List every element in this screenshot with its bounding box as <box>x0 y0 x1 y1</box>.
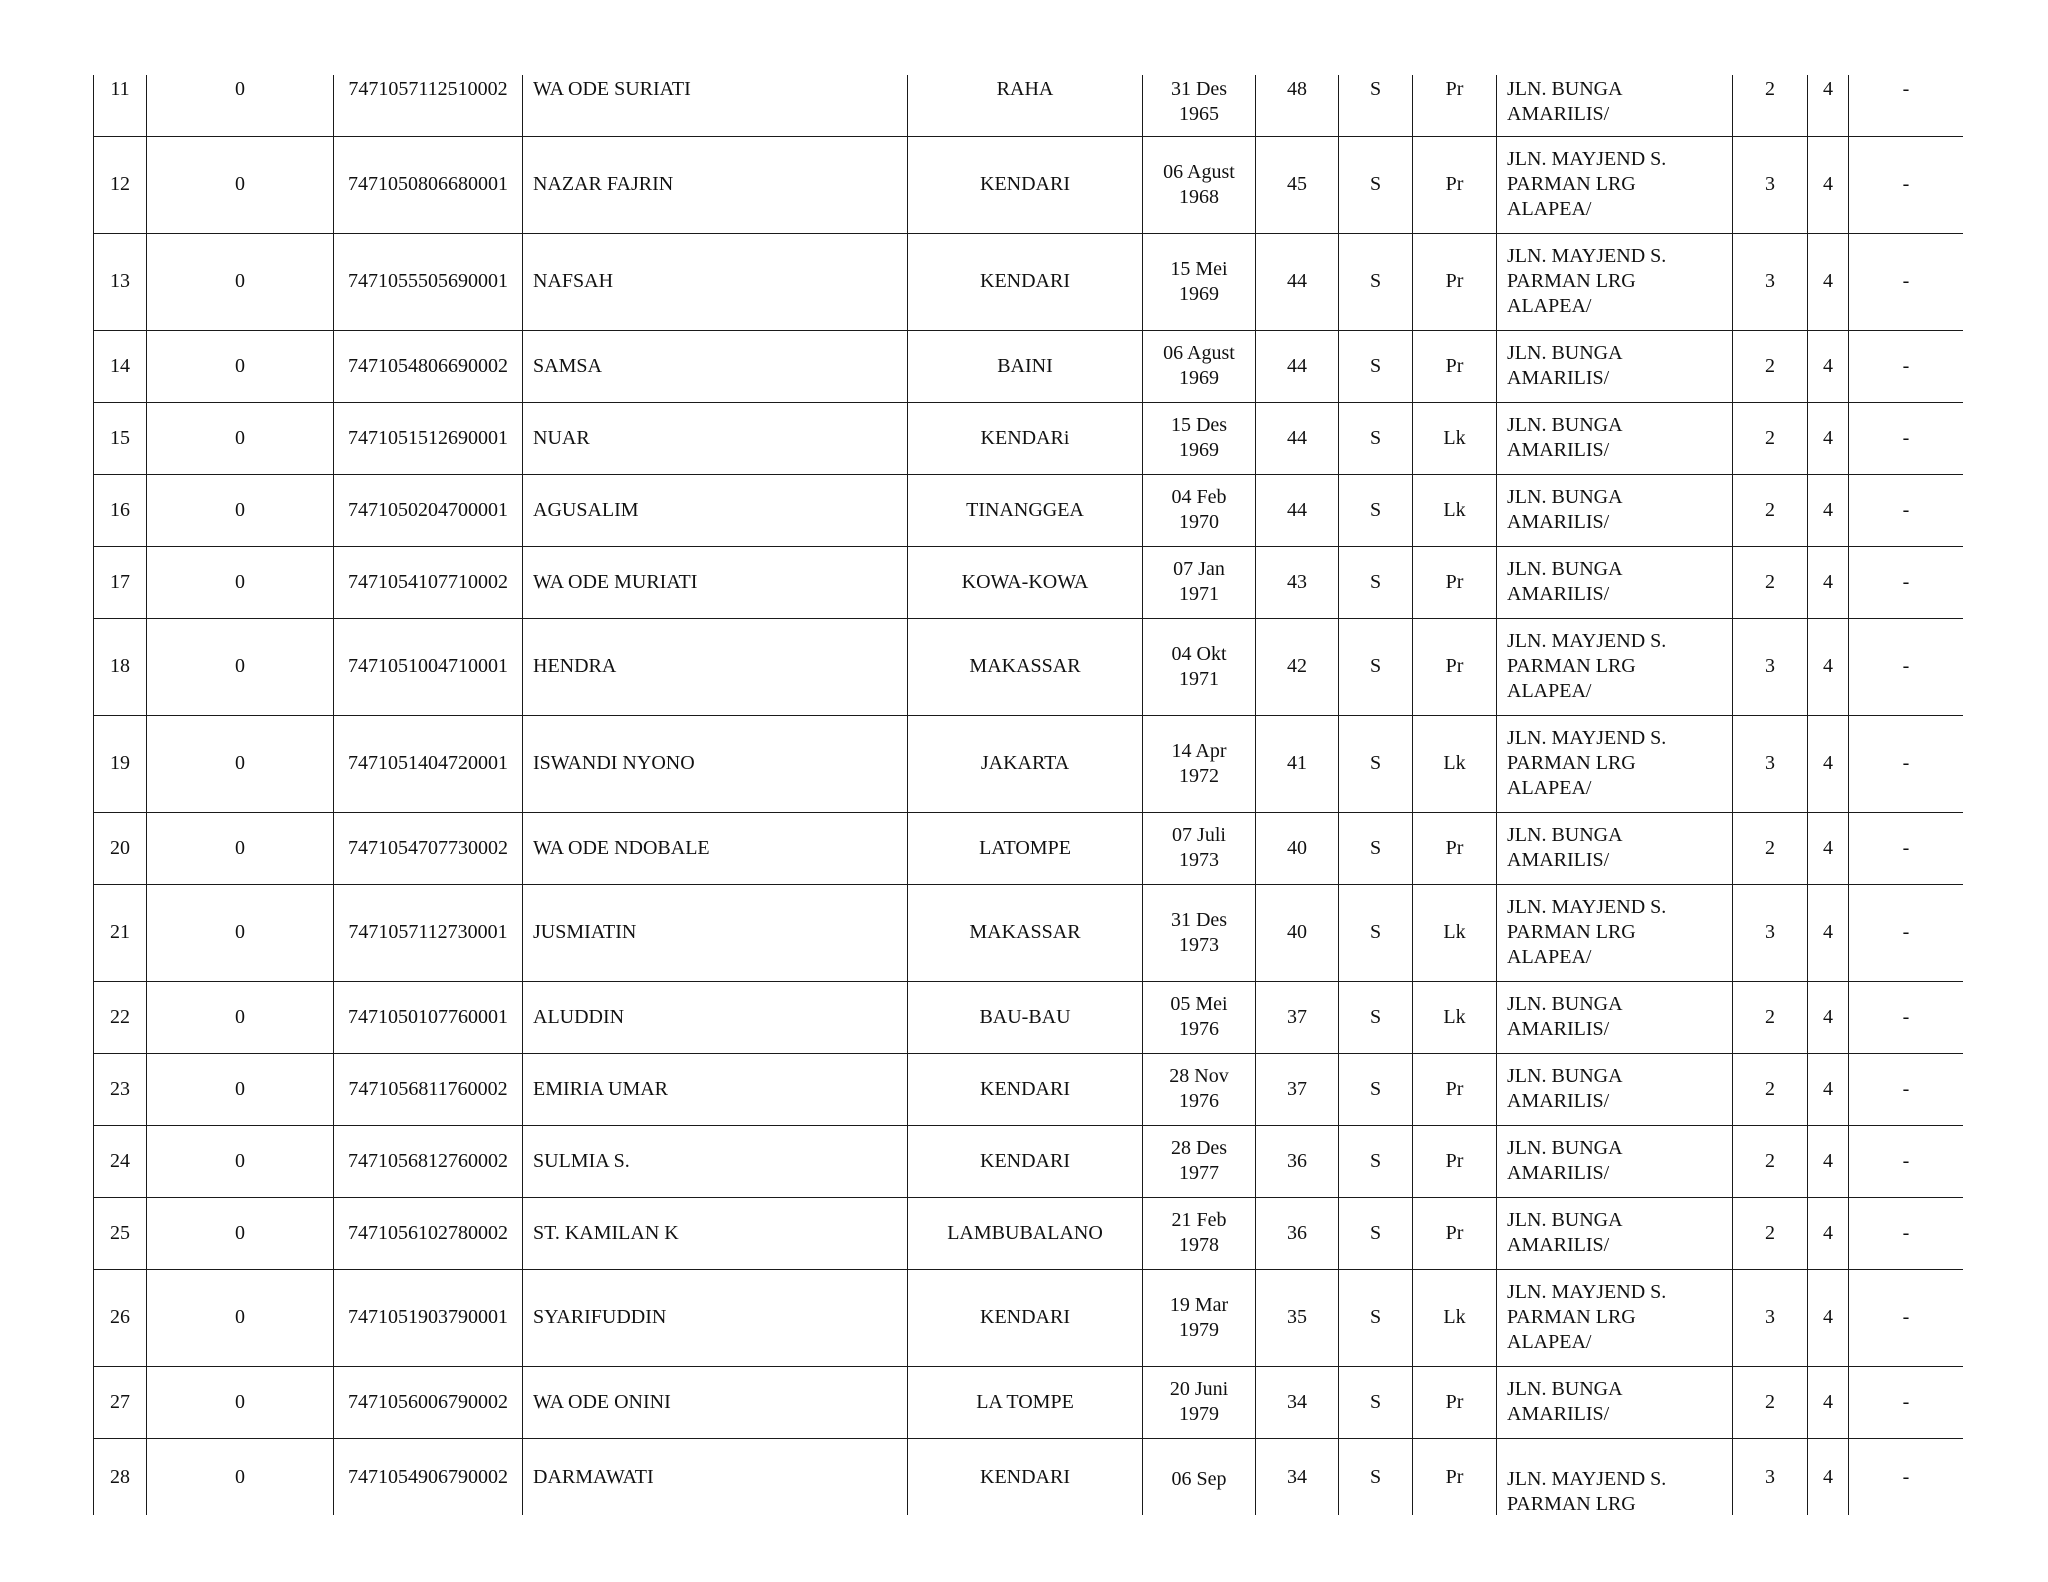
row-code: 0 <box>147 981 334 1053</box>
full-name: NUAR <box>523 402 908 474</box>
row-number: 18 <box>94 618 147 715</box>
birth-place: MAKASSAR <box>908 618 1143 715</box>
birth-date: 31 Des 1973 <box>1143 884 1256 981</box>
row-number: 20 <box>94 812 147 884</box>
row-code: 0 <box>147 1269 334 1366</box>
age: 44 <box>1256 233 1339 330</box>
gender: Pr <box>1413 136 1497 233</box>
age: 34 <box>1256 1366 1339 1438</box>
gender: Pr <box>1413 1125 1497 1197</box>
rw: 4 <box>1808 474 1849 546</box>
rw: 4 <box>1808 1125 1849 1197</box>
row-code: 0 <box>147 715 334 812</box>
rw: 4 <box>1808 546 1849 618</box>
nik: 7471054906790002 <box>334 1438 523 1515</box>
birth-date: 06 Sep <box>1143 1438 1256 1515</box>
table-row <box>94 136 1964 233</box>
nik: 7471050107760001 <box>334 981 523 1053</box>
birth-place: KENDARI <box>908 233 1143 330</box>
nik: 7471051903790001 <box>334 1269 523 1366</box>
population-register-sheet <box>93 75 1963 1515</box>
full-name: AGUSALIM <box>523 474 908 546</box>
age: 45 <box>1256 136 1339 233</box>
address: JLN. BUNGA AMARILIS/ <box>1497 1053 1733 1125</box>
birth-date: 07 Jan 1971 <box>1143 546 1256 618</box>
nik: 7471054107710002 <box>334 546 523 618</box>
marital-status: S <box>1339 715 1413 812</box>
remarks: - <box>1849 75 1964 136</box>
full-name: JUSMIATIN <box>523 884 908 981</box>
address: JLN. BUNGA AMARILIS/ <box>1497 1125 1733 1197</box>
remarks: - <box>1849 1053 1964 1125</box>
gender: Pr <box>1413 546 1497 618</box>
resident-table <box>93 75 1963 1515</box>
remarks: - <box>1849 546 1964 618</box>
full-name: NAZAR FAJRIN <box>523 136 908 233</box>
rt: 3 <box>1733 1269 1808 1366</box>
marital-status: S <box>1339 330 1413 402</box>
age: 37 <box>1256 1053 1339 1125</box>
nik: 7471051004710001 <box>334 618 523 715</box>
marital-status: S <box>1339 618 1413 715</box>
full-name: ST. KAMILAN K <box>523 1197 908 1269</box>
gender: Pr <box>1413 618 1497 715</box>
marital-status: S <box>1339 474 1413 546</box>
row-code: 0 <box>147 884 334 981</box>
rt: 2 <box>1733 1197 1808 1269</box>
rw: 4 <box>1808 75 1849 136</box>
address: JLN. BUNGA AMARILIS/ <box>1497 402 1733 474</box>
table-row <box>94 330 1964 402</box>
gender: Lk <box>1413 474 1497 546</box>
row-code: 0 <box>147 75 334 136</box>
rt: 2 <box>1733 330 1808 402</box>
birth-date: 15 Des 1969 <box>1143 402 1256 474</box>
row-number: 13 <box>94 233 147 330</box>
full-name: WA ODE ONINI <box>523 1366 908 1438</box>
birth-date: 31 Des 1965 <box>1143 75 1256 136</box>
age: 36 <box>1256 1125 1339 1197</box>
row-number: 12 <box>94 136 147 233</box>
address: JLN. BUNGA AMARILIS/ <box>1497 1366 1733 1438</box>
birth-place: LAMBUBALANO <box>908 1197 1143 1269</box>
full-name: WA ODE NDOBALE <box>523 812 908 884</box>
table-row <box>94 1438 1964 1515</box>
birth-date: 06 Agust 1968 <box>1143 136 1256 233</box>
full-name: WA ODE MURIATI <box>523 546 908 618</box>
remarks: - <box>1849 402 1964 474</box>
rt: 2 <box>1733 546 1808 618</box>
address: JLN. MAYJEND S. PARMAN LRG ALAPEA/ <box>1497 618 1733 715</box>
rt: 2 <box>1733 474 1808 546</box>
table-row <box>94 75 1964 136</box>
row-code: 0 <box>147 812 334 884</box>
nik: 7471054707730002 <box>334 812 523 884</box>
gender: Pr <box>1413 1197 1497 1269</box>
address: JLN. BUNGA AMARILIS/ <box>1497 474 1733 546</box>
gender: Lk <box>1413 402 1497 474</box>
rt: 2 <box>1733 1125 1808 1197</box>
row-number: 11 <box>94 75 147 136</box>
row-number: 28 <box>94 1438 147 1515</box>
gender: Lk <box>1413 1269 1497 1366</box>
rt: 3 <box>1733 618 1808 715</box>
rt: 3 <box>1733 136 1808 233</box>
nik: 7471057112510002 <box>334 75 523 136</box>
row-number: 17 <box>94 546 147 618</box>
address: JLN. BUNGA AMARILIS/ <box>1497 1197 1733 1269</box>
row-number: 24 <box>94 1125 147 1197</box>
row-code: 0 <box>147 330 334 402</box>
full-name: ISWANDI NYONO <box>523 715 908 812</box>
rt: 3 <box>1733 715 1808 812</box>
row-number: 19 <box>94 715 147 812</box>
gender: Pr <box>1413 812 1497 884</box>
full-name: DARMAWATI <box>523 1438 908 1515</box>
address: JLN. BUNGA AMARILIS/ <box>1497 75 1733 136</box>
nik: 7471051404720001 <box>334 715 523 812</box>
rw: 4 <box>1808 812 1849 884</box>
rt: 3 <box>1733 884 1808 981</box>
nik: 7471056102780002 <box>334 1197 523 1269</box>
remarks: - <box>1849 618 1964 715</box>
age: 34 <box>1256 1438 1339 1515</box>
gender: Pr <box>1413 233 1497 330</box>
marital-status: S <box>1339 546 1413 618</box>
row-number: 22 <box>94 981 147 1053</box>
marital-status: S <box>1339 1053 1413 1125</box>
table-row <box>94 1053 1964 1125</box>
nik: 7471055505690001 <box>334 233 523 330</box>
age: 41 <box>1256 715 1339 812</box>
nik: 7471056811760002 <box>334 1053 523 1125</box>
marital-status: S <box>1339 233 1413 330</box>
rw: 4 <box>1808 715 1849 812</box>
marital-status: S <box>1339 75 1413 136</box>
address: JLN. MAYJEND S. PARMAN LRG ALAPEA/ <box>1497 715 1733 812</box>
nik: 7471050204700001 <box>334 474 523 546</box>
birth-place: KENDARI <box>908 136 1143 233</box>
address: JLN. MAYJEND S. PARMAN LRG ALAPEA/ <box>1497 136 1733 233</box>
age: 40 <box>1256 812 1339 884</box>
birth-place: BAINI <box>908 330 1143 402</box>
nik: 7471056812760002 <box>334 1125 523 1197</box>
birth-date: 20 Juni 1979 <box>1143 1366 1256 1438</box>
full-name: NAFSAH <box>523 233 908 330</box>
birth-place: KOWA-KOWA <box>908 546 1143 618</box>
age: 42 <box>1256 618 1339 715</box>
nik: 7471050806680001 <box>334 136 523 233</box>
gender: Lk <box>1413 715 1497 812</box>
age: 36 <box>1256 1197 1339 1269</box>
row-code: 0 <box>147 1366 334 1438</box>
age: 43 <box>1256 546 1339 618</box>
rw: 4 <box>1808 233 1849 330</box>
address: JLN. MAYJEND S. PARMAN LRG <box>1497 1438 1733 1515</box>
address: JLN. MAYJEND S. PARMAN LRG ALAPEA/ <box>1497 884 1733 981</box>
table-row <box>94 618 1964 715</box>
age: 44 <box>1256 402 1339 474</box>
remarks: - <box>1849 136 1964 233</box>
full-name: ALUDDIN <box>523 981 908 1053</box>
remarks: - <box>1849 1197 1964 1269</box>
full-name: SULMIA S. <box>523 1125 908 1197</box>
row-code: 0 <box>147 136 334 233</box>
rw: 4 <box>1808 1197 1849 1269</box>
birth-date: 19 Mar 1979 <box>1143 1269 1256 1366</box>
rw: 4 <box>1808 1366 1849 1438</box>
age: 48 <box>1256 75 1339 136</box>
rt: 2 <box>1733 1366 1808 1438</box>
remarks: - <box>1849 1438 1964 1515</box>
full-name: SYARIFUDDIN <box>523 1269 908 1366</box>
table-row <box>94 233 1964 330</box>
table-row <box>94 402 1964 474</box>
row-code: 0 <box>147 618 334 715</box>
birth-place: LATOMPE <box>908 812 1143 884</box>
marital-status: S <box>1339 1366 1413 1438</box>
gender: Pr <box>1413 75 1497 136</box>
row-number: 14 <box>94 330 147 402</box>
birth-date: 28 Des 1977 <box>1143 1125 1256 1197</box>
remarks: - <box>1849 981 1964 1053</box>
marital-status: S <box>1339 1438 1413 1515</box>
age: 37 <box>1256 981 1339 1053</box>
remarks: - <box>1849 233 1964 330</box>
row-number: 21 <box>94 884 147 981</box>
gender: Lk <box>1413 884 1497 981</box>
rt: 3 <box>1733 233 1808 330</box>
age: 44 <box>1256 474 1339 546</box>
row-code: 0 <box>147 1125 334 1197</box>
remarks: - <box>1849 1269 1964 1366</box>
rw: 4 <box>1808 884 1849 981</box>
birth-date: 05 Mei 1976 <box>1143 981 1256 1053</box>
rt: 2 <box>1733 1053 1808 1125</box>
birth-place: MAKASSAR <box>908 884 1143 981</box>
birth-place: KENDARI <box>908 1053 1143 1125</box>
table-row <box>94 474 1964 546</box>
birth-place: BAU-BAU <box>908 981 1143 1053</box>
birth-date: 04 Feb 1970 <box>1143 474 1256 546</box>
row-number: 16 <box>94 474 147 546</box>
gender: Pr <box>1413 1366 1497 1438</box>
remarks: - <box>1849 1125 1964 1197</box>
birth-place: KENDARI <box>908 1125 1143 1197</box>
row-code: 0 <box>147 546 334 618</box>
row-number: 26 <box>94 1269 147 1366</box>
birth-date: 21 Feb 1978 <box>1143 1197 1256 1269</box>
rw: 4 <box>1808 402 1849 474</box>
age: 35 <box>1256 1269 1339 1366</box>
table-row <box>94 546 1964 618</box>
full-name: WA ODE SURIATI <box>523 75 908 136</box>
table-row <box>94 1197 1964 1269</box>
birth-place: TINANGGEA <box>908 474 1143 546</box>
gender: Lk <box>1413 981 1497 1053</box>
table-row <box>94 884 1964 981</box>
nik: 7471057112730001 <box>334 884 523 981</box>
birth-date: 15 Mei 1969 <box>1143 233 1256 330</box>
nik: 7471051512690001 <box>334 402 523 474</box>
row-number: 23 <box>94 1053 147 1125</box>
nik: 7471054806690002 <box>334 330 523 402</box>
birth-date: 07 Juli 1973 <box>1143 812 1256 884</box>
nik: 7471056006790002 <box>334 1366 523 1438</box>
table-row <box>94 812 1964 884</box>
marital-status: S <box>1339 812 1413 884</box>
row-number: 27 <box>94 1366 147 1438</box>
address: JLN. BUNGA AMARILIS/ <box>1497 546 1733 618</box>
age: 40 <box>1256 884 1339 981</box>
table-row <box>94 1366 1964 1438</box>
remarks: - <box>1849 474 1964 546</box>
row-code: 0 <box>147 1197 334 1269</box>
row-number: 25 <box>94 1197 147 1269</box>
table-row <box>94 1269 1964 1366</box>
rt: 2 <box>1733 981 1808 1053</box>
rt: 2 <box>1733 402 1808 474</box>
birth-place: LA TOMPE <box>908 1366 1143 1438</box>
marital-status: S <box>1339 884 1413 981</box>
row-code: 0 <box>147 402 334 474</box>
full-name: SAMSA <box>523 330 908 402</box>
rt: 2 <box>1733 812 1808 884</box>
age: 44 <box>1256 330 1339 402</box>
address: JLN. MAYJEND S. PARMAN LRG ALAPEA/ <box>1497 233 1733 330</box>
rw: 4 <box>1808 1269 1849 1366</box>
rw: 4 <box>1808 136 1849 233</box>
address: JLN. BUNGA AMARILIS/ <box>1497 812 1733 884</box>
remarks: - <box>1849 330 1964 402</box>
remarks: - <box>1849 812 1964 884</box>
marital-status: S <box>1339 136 1413 233</box>
rt: 3 <box>1733 1438 1808 1515</box>
birth-place: RAHA <box>908 75 1143 136</box>
rw: 4 <box>1808 618 1849 715</box>
rt: 2 <box>1733 75 1808 136</box>
table-row <box>94 981 1964 1053</box>
birth-date: 04 Okt 1971 <box>1143 618 1256 715</box>
rw: 4 <box>1808 1053 1849 1125</box>
birth-date: 14 Apr 1972 <box>1143 715 1256 812</box>
row-code: 0 <box>147 233 334 330</box>
rw: 4 <box>1808 1438 1849 1515</box>
row-code: 0 <box>147 1438 334 1515</box>
row-number: 15 <box>94 402 147 474</box>
rw: 4 <box>1808 981 1849 1053</box>
table-row <box>94 715 1964 812</box>
birth-place: KENDARI <box>908 1269 1143 1366</box>
rw: 4 <box>1808 330 1849 402</box>
address: JLN. BUNGA AMARILIS/ <box>1497 981 1733 1053</box>
address: JLN. MAYJEND S. PARMAN LRG ALAPEA/ <box>1497 1269 1733 1366</box>
full-name: EMIRIA UMAR <box>523 1053 908 1125</box>
birth-place: KENDARi <box>908 402 1143 474</box>
gender: Pr <box>1413 1438 1497 1515</box>
remarks: - <box>1849 715 1964 812</box>
marital-status: S <box>1339 1125 1413 1197</box>
remarks: - <box>1849 884 1964 981</box>
marital-status: S <box>1339 1269 1413 1366</box>
marital-status: S <box>1339 1197 1413 1269</box>
gender: Pr <box>1413 330 1497 402</box>
remarks: - <box>1849 1366 1964 1438</box>
birth-date: 28 Nov 1976 <box>1143 1053 1256 1125</box>
row-code: 0 <box>147 1053 334 1125</box>
birth-date: 06 Agust 1969 <box>1143 330 1256 402</box>
full-name: HENDRA <box>523 618 908 715</box>
gender: Pr <box>1413 1053 1497 1125</box>
birth-place: KENDARI <box>908 1438 1143 1515</box>
birth-place: JAKARTA <box>908 715 1143 812</box>
marital-status: S <box>1339 981 1413 1053</box>
address: JLN. BUNGA AMARILIS/ <box>1497 330 1733 402</box>
table-row <box>94 1125 1964 1197</box>
row-code: 0 <box>147 474 334 546</box>
marital-status: S <box>1339 402 1413 474</box>
